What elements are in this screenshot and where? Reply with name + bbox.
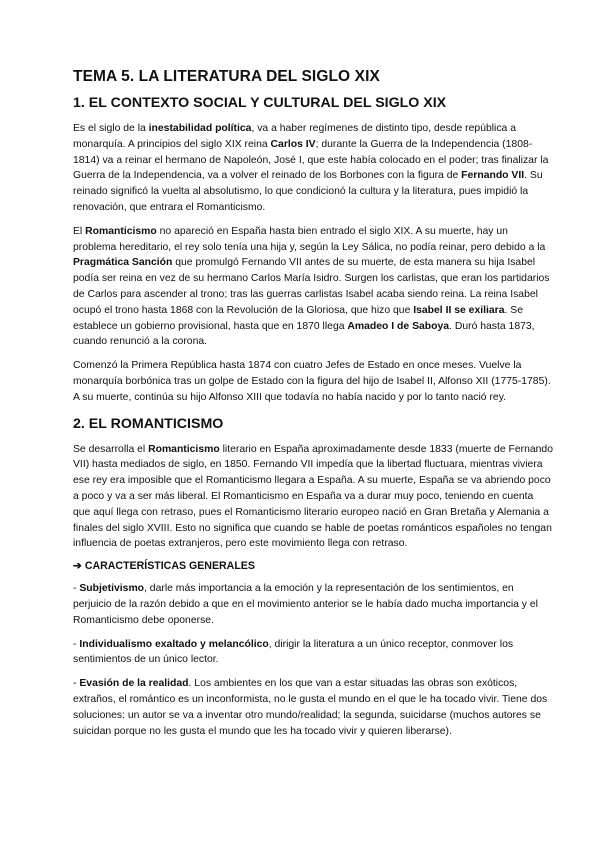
text-run: , dirigir la literatura a un único receptor, conmover los sentimientos de un único lector. xyxy=(73,638,514,666)
bold-term: Romanticismo xyxy=(85,225,157,237)
text-run: literario en España aproximadamente desde 1833 (muerte de Fernando VII) hasta mediados de siglo, en 1850. Fernando VII impedía que la libertad fluctuara, mientras viviera ese rey era imposible que el Romanticismo llegara a España. A su muerte, España se va abriendo poco a poco y va a ser más liberal. El Romanticismo en España va a durar muy poco, teniendo en cuenta que aquí llega con retraso, pues el Romanticismo literario europeo nació en Gran Bretaña y Alemania a finales del siglo XVIII. Esto no significa que cuando se hable de poetas románticos españoles no tengan influencia de poetas extranjeros, pero este movimiento llega con retraso. xyxy=(73,443,553,550)
text-run: Se desarrolla el xyxy=(73,443,149,455)
bold-term: Isabel II se exiliara xyxy=(413,304,505,316)
bold-term: Fernando VII xyxy=(461,170,525,182)
item-dash: - xyxy=(73,638,80,650)
characteristic-item xyxy=(73,581,553,628)
text-run: no apareció en España hasta bien entrado el siglo XIX. A su muerte, hay un problema hereditario, el rey solo tenía una hija y, según la Ley Sálica, no podía reinar, pero debido a la xyxy=(73,225,546,253)
text-run: . Los ambientes en los que van a estar situadas las obras son exóticos, extraños, el romántico es un inconformista, no le gusta el mundo en el que le ha tocado vivir. Tiene dos soluciones: un autor se va a inventar otro mundo/realidad; la segunda, suicidarse (muchos autores se suicidan porque no les gusta el mundo que les ha tocado vivir y quieren liberarse). xyxy=(73,678,548,737)
bold-term: Romanticismo xyxy=(148,443,220,455)
document-title: TEMA 5. LA LITERATURA DEL SIGLO XIX xyxy=(73,68,380,85)
item-dash: - xyxy=(73,678,80,690)
document-body xyxy=(73,68,553,747)
item-dash: - xyxy=(73,583,80,595)
text-run: . Duró hasta 1873, cuando renunció a la corona. xyxy=(73,320,535,348)
bold-term: Evasión de la realidad xyxy=(79,678,189,690)
bold-term: Pragmática Sanción xyxy=(73,257,173,269)
section-1-paragraph-2 xyxy=(73,224,553,350)
text-run: , darle más importancia a la emoción y la representación de los sentimientos, en perjuicio de la razón debido a que en el movimiento anterior se le había dado mucha importancia y el Romanticismo debe oponerse. xyxy=(73,583,538,626)
text-run: , va a haber regímenes de distinto tipo, desde república a monarquía. A principios del siglo XIX reina xyxy=(73,123,517,150)
section-1-paragraph-3: Comenzó la Primera República hasta 1874 con cuatro Jefes de Estado en once meses. Vuelve la monarquía borbónica tras un golpe de Estado con la figura del hijo de Isabel II, Alfonso XII (1775-1785). A su muerte, continúa su hijo Alfonso XIII que todavía no había nacido y por lo tanto nació rey. xyxy=(73,360,551,403)
section-2-paragraph-1 xyxy=(73,442,553,553)
section-2-heading: 2. EL ROMANTICISMO xyxy=(73,415,224,432)
text-run: que promulgó Fernando VII antes de su muerte, de esta manera su hija Isabel podía ser reina en vez de su hermano Carlos María Isidro. Surgen los carlistas, que eran los partidarios de Carlos para ascender al trono; tras las guerras carlistas Isabel acaba siendo reina. La reina Isabel ocupó el trono hasta 1868 con la Revolución de la Gloriosa, que hizo que xyxy=(73,257,550,316)
text-run: Es el siglo de la xyxy=(73,123,149,134)
section-1-heading: 1. EL CONTEXTO SOCIAL Y CULTURAL DEL SIGLO XIX xyxy=(73,95,447,111)
bold-term: inestabilidad política xyxy=(148,123,252,134)
bold-term: Subjetivismo xyxy=(79,583,145,595)
text-run: . Su reinado significó la vuelta al absolutismo, lo que condicionó la cultura y la literatura, pues impidió la renovación, que entrara el Romanticismo. xyxy=(73,170,543,213)
section-1-paragraph-1 xyxy=(73,121,553,216)
bold-term: Amadeo I de Saboya xyxy=(347,320,450,332)
text-run: . Se establece un gobierno provisional, hasta que en 1870 llega xyxy=(73,304,523,332)
text-run: El xyxy=(73,225,86,237)
characteristic-item xyxy=(73,676,553,739)
bold-term: Individualismo exaltado y melancólico xyxy=(79,638,269,650)
text-run: ; durante la Guerra de la Independencia (1808-1814) va a reinar el hermano de Napoleón, José I, que este había colocado en el poder; tras finalizar la Guerra de la Independencia, va a volver el reinado de los Borbones con la figura de xyxy=(73,138,549,182)
characteristics-subheading: ➔ CARACTERÍSTICAS GENERALES xyxy=(73,560,255,573)
characteristic-item xyxy=(73,637,553,669)
bold-term: Carlos IV xyxy=(270,138,316,150)
